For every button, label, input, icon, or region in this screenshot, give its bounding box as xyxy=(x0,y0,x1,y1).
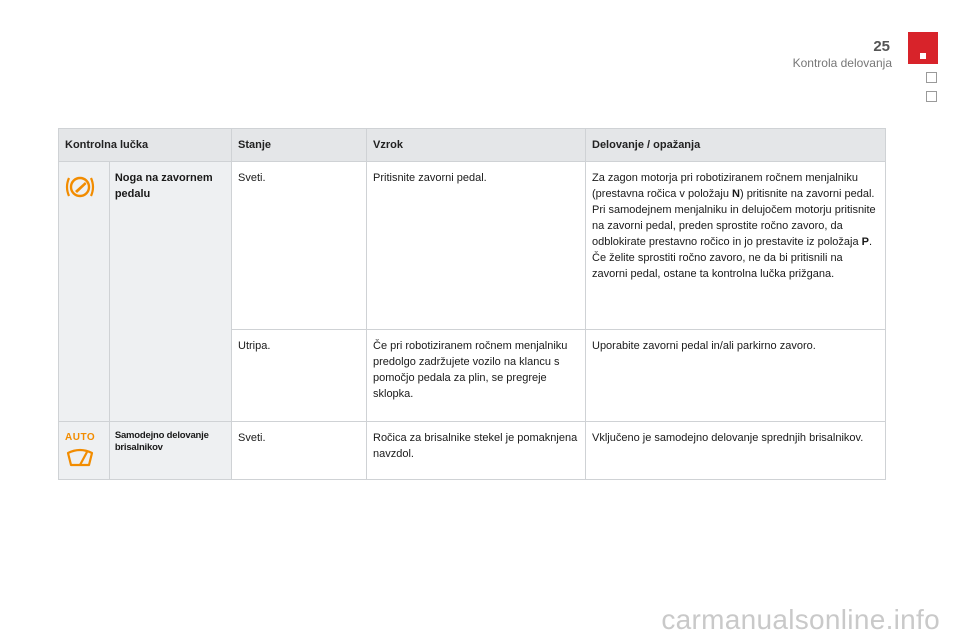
state-cell: Sveti. xyxy=(232,162,367,330)
icon-cell xyxy=(59,162,110,422)
action-cell: Vključeno je samodejno delovanje sprednjih brisalnikov. xyxy=(586,422,886,480)
column-header-state: Stanje xyxy=(232,129,367,162)
cause-cell: Ročica za brisalnike stekel je pomaknjena navzdol. xyxy=(367,422,586,480)
cause-cell: Če pri robotiziranem ročnem menjalniku predolgo zadržujete vozilo na klancu s pomočjo pedala za plin, se pregreje sklopka. xyxy=(367,330,586,422)
state-cell: Sveti. xyxy=(232,422,367,480)
page-number: 25 xyxy=(873,38,890,55)
column-header-light: Kontrolna lučka xyxy=(59,129,232,162)
chapter-tab-mark xyxy=(920,53,926,59)
action-text: Če želite sprostiti ročno zavoro, ne da bi pritisnili na zavorni pedal, ostane ta kontrolna lučka prižgana. xyxy=(592,252,843,280)
auto-label: AUTO xyxy=(65,432,96,443)
action-text: Za zagon motorja pri robotiziranem ročnem menjalniku (prestavna ročica v položaju xyxy=(592,172,858,200)
section-title: Kontrola delovanja xyxy=(792,56,892,70)
cause-cell: Pritisnite zavorni pedal. xyxy=(367,162,586,330)
column-header-cause: Vzrok xyxy=(367,129,586,162)
warning-lights-table xyxy=(58,128,886,480)
action-cell: Uporabite zavorni pedal in/ali parkirno zavoro. xyxy=(586,330,886,422)
action-text: . xyxy=(869,236,873,248)
foot-on-brake-warning-icon xyxy=(65,172,95,202)
light-label: Samodejno delovanje brisalnikov xyxy=(109,422,231,480)
chapter-tab xyxy=(908,32,938,64)
action-text: Pri samodejnem menjalniku in delujočem motorju pritisnite na zavorni pedal, preden sprostite ročno zavoro, da odblokirate prestavno ročico in jo prestavite iz položaja xyxy=(592,204,876,248)
chapter-nav-box xyxy=(926,91,937,102)
auto-wiper-icon xyxy=(65,445,95,469)
table-row xyxy=(59,162,886,330)
chapter-nav-box xyxy=(926,72,937,83)
watermark: carmanualsonline.info xyxy=(661,604,940,635)
gear-position-p: P xyxy=(861,236,869,248)
state-cell: Utripa. xyxy=(232,330,367,422)
column-header-action: Delovanje / opažanja xyxy=(586,129,886,162)
table-header-row xyxy=(59,129,886,162)
light-label: Noga na zavornem pedalu xyxy=(109,162,231,422)
gear-position-n: N xyxy=(732,188,740,200)
icon-cell xyxy=(59,422,110,480)
action-cell xyxy=(586,162,886,330)
table-row xyxy=(59,422,886,480)
action-text: ) pritisnite na zavorni pedal. xyxy=(739,188,875,200)
